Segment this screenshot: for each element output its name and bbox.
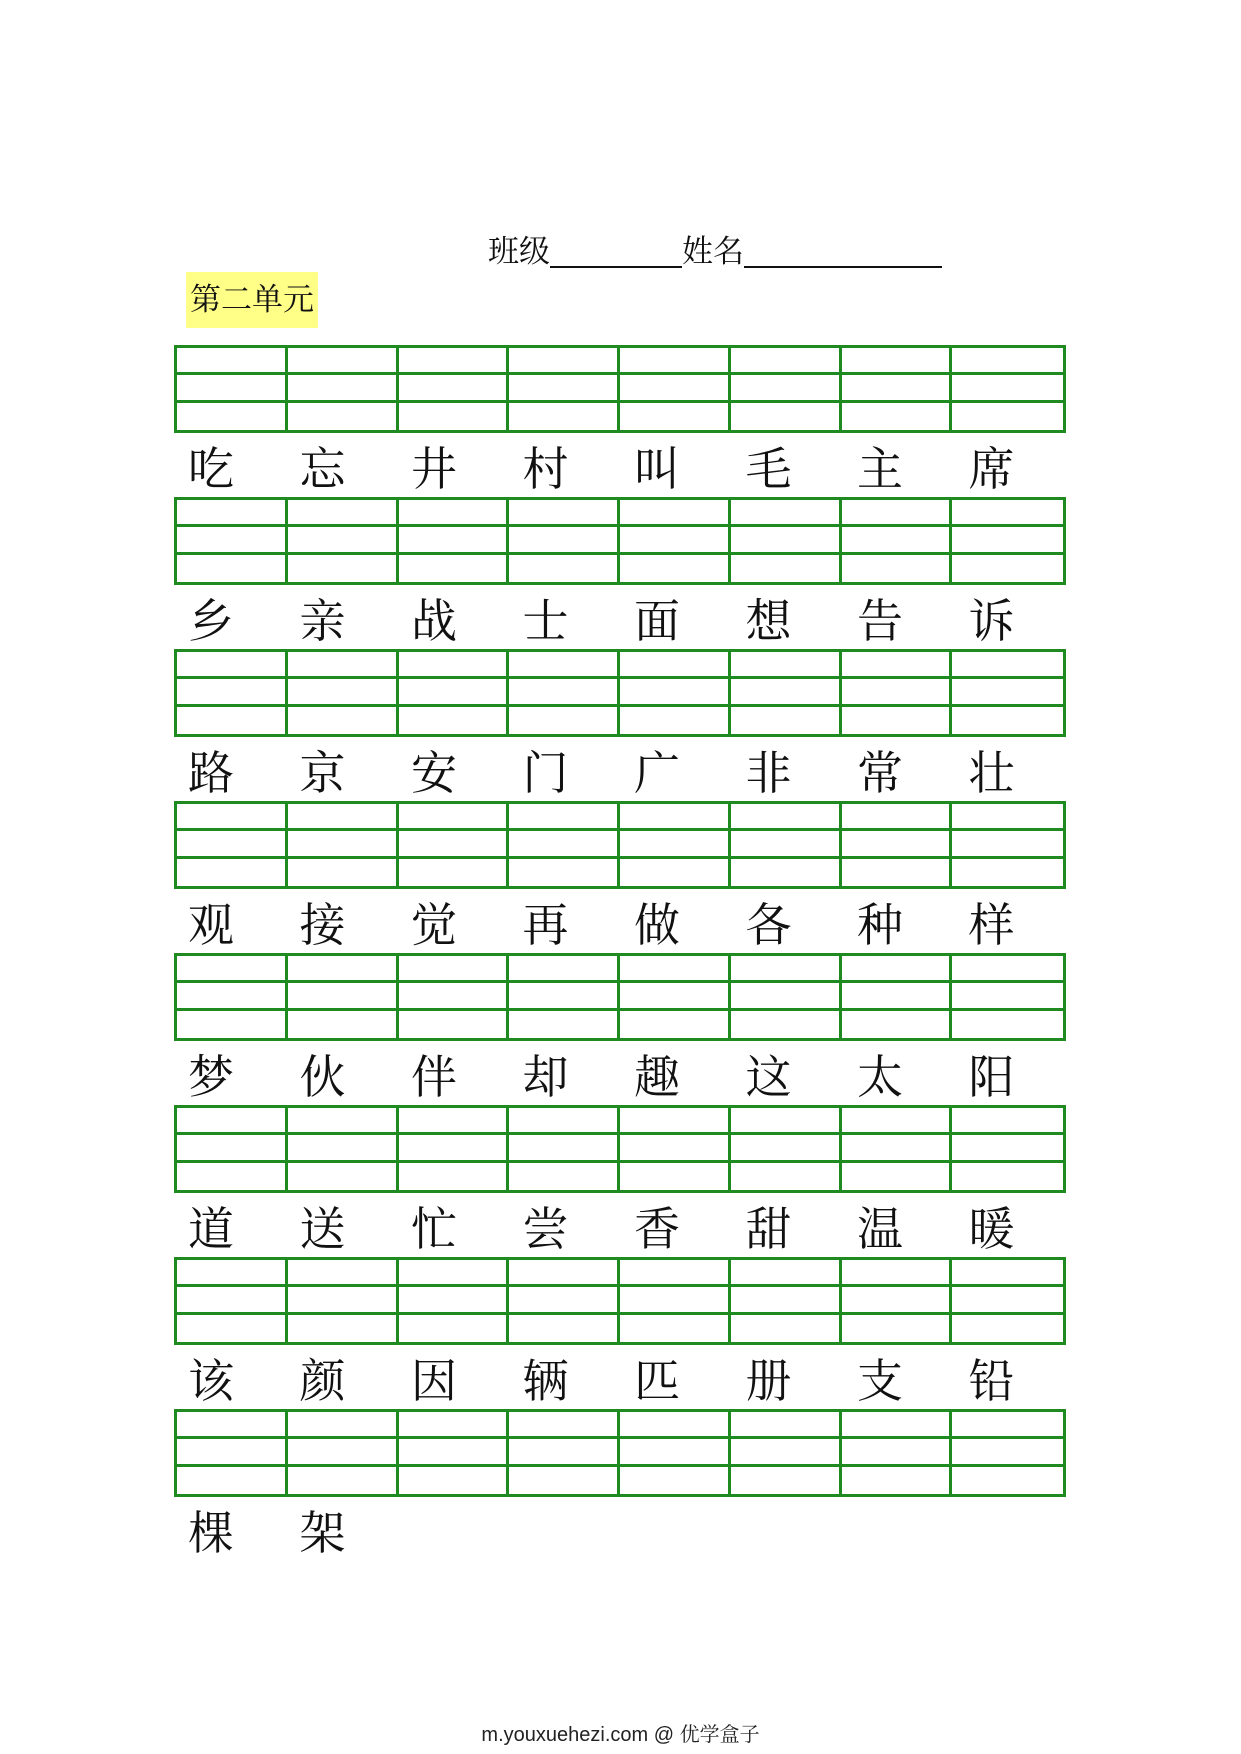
grid-cell[interactable] [952,1467,1063,1494]
grid-cell[interactable] [842,1108,953,1135]
grid-cell[interactable] [842,859,953,886]
grid-cell[interactable] [842,679,953,706]
grid-cell[interactable] [952,831,1063,858]
grid-cell[interactable] [731,1412,842,1439]
grid-cell[interactable] [509,1163,620,1190]
grid-cell[interactable] [952,679,1063,706]
grid-cell[interactable] [842,403,953,430]
grid-cell[interactable] [952,375,1063,402]
grid-cell[interactable] [731,1467,842,1494]
grid-cell[interactable] [952,1135,1063,1162]
grid-cell[interactable] [731,1287,842,1314]
grid-cell[interactable] [288,1412,399,1439]
character: 安 [411,746,457,800]
character: 壮 [968,746,1015,800]
grid-cell[interactable] [177,375,288,402]
grid-cell[interactable] [177,500,288,527]
grid-cell[interactable] [842,348,953,375]
grid-cell[interactable] [731,348,842,375]
character: 再 [522,898,569,952]
grid-cell[interactable] [399,679,510,706]
grid-cell[interactable] [952,500,1063,527]
grid-cell[interactable] [288,348,399,375]
character: 道 [188,1202,234,1256]
character: 忙 [411,1202,457,1256]
grid-cell[interactable] [509,1135,620,1162]
grid-cell[interactable] [177,1439,288,1466]
character: 这 [745,1050,792,1104]
grid-cell[interactable] [952,956,1063,983]
grid-cell[interactable] [620,500,731,527]
character: 主 [857,442,903,496]
grid-cell[interactable] [620,375,731,402]
writing-grid[interactable] [174,345,1066,433]
character: 接 [299,898,346,952]
grid-cell[interactable] [952,652,1063,679]
grid-cell[interactable] [509,348,620,375]
practice-section [174,1409,1066,1565]
grid-cell[interactable] [842,956,953,983]
grid-cell[interactable] [288,1439,399,1466]
grid-cell[interactable] [509,679,620,706]
grid-cell[interactable] [620,1287,731,1314]
grid-cell[interactable] [177,1108,288,1135]
grid-cell[interactable] [842,1467,953,1494]
character: 常 [857,746,903,800]
grid-cell[interactable] [731,1135,842,1162]
character: 忘 [299,442,346,496]
grid-cell[interactable] [288,679,399,706]
practice-section [174,801,1066,957]
grid-cell[interactable] [620,1439,731,1466]
grid-cell[interactable] [952,1260,1063,1287]
grid-cell[interactable] [399,1315,510,1342]
character: 温 [857,1202,903,1256]
grid-cell[interactable] [952,555,1063,582]
grid-cell[interactable] [952,1412,1063,1439]
grid-cell[interactable] [399,983,510,1010]
character: 席 [968,442,1015,496]
grid-cell[interactable] [509,1439,620,1466]
grid-cell[interactable] [842,555,953,582]
character: 送 [299,1202,346,1256]
grid-cell[interactable] [620,348,731,375]
grid-cell[interactable] [177,679,288,706]
grid-cell[interactable] [177,1287,288,1314]
grid-cell[interactable] [509,652,620,679]
character: 太 [857,1050,903,1104]
grid-cell[interactable] [731,1163,842,1190]
grid-cell[interactable] [399,527,510,554]
practice-section [174,345,1066,501]
grid-cell[interactable] [399,831,510,858]
grid-cell[interactable] [399,707,510,734]
footer: m.youxuehezi.com @ 优学盒子 [481,1724,760,1746]
practice-section [174,1257,1066,1413]
grid-cell[interactable] [399,1260,510,1287]
grid-cell[interactable] [620,1011,731,1038]
grid-cell[interactable] [399,375,510,402]
grid-cell[interactable] [620,1163,731,1190]
character: 架 [299,1506,346,1560]
grid-cell[interactable] [399,555,510,582]
grid-cell[interactable] [731,679,842,706]
grid-cell[interactable] [509,1315,620,1342]
grid-cell[interactable] [952,859,1063,886]
grid-cell[interactable] [620,707,731,734]
name-blank[interactable] [744,236,942,268]
character: 做 [634,898,680,952]
grid-cell[interactable] [731,1439,842,1466]
grid-cell[interactable] [288,527,399,554]
character: 趣 [634,1050,680,1104]
character: 却 [522,1050,569,1104]
grid-cell[interactable] [731,1315,842,1342]
grid-cell[interactable] [288,1315,399,1342]
grid-cell[interactable] [731,831,842,858]
grid-cell[interactable] [842,804,953,831]
practice-section [174,497,1066,653]
grid-cell[interactable] [509,804,620,831]
grid-cell[interactable] [620,956,731,983]
grid-cell[interactable] [399,1011,510,1038]
grid-cell[interactable] [620,1108,731,1135]
grid-cell[interactable] [842,983,953,1010]
grid-cell[interactable] [288,555,399,582]
grid-cell[interactable] [842,1315,953,1342]
grid-cell[interactable] [842,1011,953,1038]
grid-cell[interactable] [177,527,288,554]
grid-cell[interactable] [177,1467,288,1494]
grid-cell[interactable] [509,983,620,1010]
grid-cell[interactable] [399,804,510,831]
character: 路 [188,746,234,800]
grid-cell[interactable] [288,1163,399,1190]
character: 亲 [299,594,346,648]
grid-cell[interactable] [952,1439,1063,1466]
grid-cell[interactable] [177,1011,288,1038]
grid-cell[interactable] [509,831,620,858]
character: 棵 [188,1506,234,1560]
grid-cell[interactable] [288,707,399,734]
grid-cell[interactable] [288,403,399,430]
character: 士 [522,594,569,648]
character: 该 [188,1354,234,1408]
grid-cell[interactable] [842,1412,953,1439]
writing-grid[interactable] [174,497,1066,585]
grid-cell[interactable] [842,375,953,402]
grid-cell[interactable] [620,555,731,582]
grid-cell[interactable] [620,652,731,679]
grid-cell[interactable] [177,707,288,734]
character: 伙 [299,1050,346,1104]
character: 尝 [522,1202,569,1256]
grid-cell[interactable] [952,1315,1063,1342]
character-row [174,1197,1066,1261]
character-row [174,437,1066,501]
grid-cell[interactable] [620,804,731,831]
grid-cell[interactable] [509,1108,620,1135]
character: 种 [857,898,903,952]
character: 非 [745,746,792,800]
grid-cell[interactable] [731,375,842,402]
grid-cell[interactable] [399,500,510,527]
grid-cell[interactable] [620,1260,731,1287]
unit-title: 第二单元 [186,272,318,328]
grid-cell[interactable] [731,956,842,983]
character-row [174,1349,1066,1413]
grid-cell[interactable] [399,1439,510,1466]
character: 伴 [411,1050,457,1104]
character: 乡 [188,594,234,648]
grid-cell[interactable] [177,1163,288,1190]
grid-cell[interactable] [177,1135,288,1162]
character: 井 [411,442,457,496]
grid-cell[interactable] [509,555,620,582]
grid-cell[interactable] [952,1108,1063,1135]
writing-grid[interactable] [174,801,1066,889]
grid-cell[interactable] [399,1287,510,1314]
character: 告 [857,594,903,648]
character: 辆 [522,1354,569,1408]
writing-grid[interactable] [174,1409,1066,1497]
character: 暖 [968,1202,1015,1256]
grid-cell[interactable] [952,1163,1063,1190]
grid-cell[interactable] [399,652,510,679]
grid-cell[interactable] [509,375,620,402]
character: 广 [634,746,680,800]
grid-cell[interactable] [177,956,288,983]
character: 京 [299,746,346,800]
grid-cell[interactable] [177,859,288,886]
grid-cell[interactable] [177,652,288,679]
grid-cell[interactable] [842,707,953,734]
grid-cell[interactable] [399,403,510,430]
grid-cell[interactable] [731,403,842,430]
character: 铅 [968,1354,1015,1408]
grid-cell[interactable] [288,375,399,402]
character: 观 [188,898,234,952]
character: 甜 [745,1202,792,1256]
practice-section [174,953,1066,1109]
grid-cell[interactable] [509,1467,620,1494]
writing-grid[interactable] [174,1257,1066,1345]
character: 门 [522,746,569,800]
character: 册 [745,1354,792,1408]
grid-cell[interactable] [509,707,620,734]
grid-cell[interactable] [288,1260,399,1287]
character: 香 [634,1202,680,1256]
character-row [174,1045,1066,1109]
grid-cell[interactable] [842,1163,953,1190]
grid-cell[interactable] [288,1108,399,1135]
grid-cell[interactable] [731,652,842,679]
character: 觉 [411,898,457,952]
grid-cell[interactable] [288,500,399,527]
practice-section [174,1105,1066,1261]
class-label: 班级 [488,234,550,270]
character: 战 [411,594,457,648]
grid-cell[interactable] [952,707,1063,734]
grid-cell[interactable] [509,956,620,983]
grid-cell[interactable] [620,403,731,430]
grid-cell[interactable] [399,859,510,886]
grid-cell[interactable] [177,1315,288,1342]
character-row [174,1501,1066,1565]
grid-cell[interactable] [620,1412,731,1439]
grid-cell[interactable] [509,403,620,430]
grid-cell[interactable] [731,500,842,527]
grid-cell[interactable] [509,1412,620,1439]
header [488,228,942,268]
grid-cell[interactable] [288,1011,399,1038]
grid-cell[interactable] [952,527,1063,554]
grid-cell[interactable] [731,555,842,582]
grid-cell[interactable] [399,1135,510,1162]
character-row [174,741,1066,805]
grid-cell[interactable] [620,1315,731,1342]
grid-cell[interactable] [288,804,399,831]
practice-section [174,649,1066,805]
grid-cell[interactable] [288,1287,399,1314]
grid-cell[interactable] [620,527,731,554]
writing-grid[interactable] [174,953,1066,1041]
character: 叫 [634,442,680,496]
grid-cell[interactable] [509,859,620,886]
grid-cell[interactable] [952,983,1063,1010]
grid-cell[interactable] [952,1287,1063,1314]
grid-cell[interactable] [288,983,399,1010]
character: 支 [857,1354,903,1408]
grid-cell[interactable] [177,348,288,375]
grid-cell[interactable] [399,956,510,983]
grid-cell[interactable] [620,983,731,1010]
grid-cell[interactable] [288,956,399,983]
character: 颜 [299,1354,346,1408]
grid-cell[interactable] [731,707,842,734]
character: 面 [634,594,680,648]
grid-cell[interactable] [288,652,399,679]
grid-cell[interactable] [177,1260,288,1287]
writing-grid[interactable] [174,649,1066,737]
grid-cell[interactable] [509,1260,620,1287]
grid-cell[interactable] [399,1108,510,1135]
grid-cell[interactable] [288,1467,399,1494]
character: 毛 [745,442,792,496]
grid-cell[interactable] [177,555,288,582]
grid-cell[interactable] [177,983,288,1010]
grid-cell[interactable] [842,1439,953,1466]
grid-cell[interactable] [731,804,842,831]
grid-cell[interactable] [842,831,953,858]
grid-cell[interactable] [509,1011,620,1038]
grid-cell[interactable] [177,403,288,430]
grid-cell[interactable] [731,983,842,1010]
grid-cell[interactable] [177,804,288,831]
grid-cell[interactable] [952,1011,1063,1038]
class-blank[interactable] [550,236,682,268]
grid-cell[interactable] [177,831,288,858]
grid-cell[interactable] [731,1260,842,1287]
grid-cell[interactable] [399,1412,510,1439]
grid-cell[interactable] [842,1135,953,1162]
character: 村 [522,442,569,496]
grid-cell[interactable] [620,679,731,706]
name-label: 姓名 [682,234,744,270]
grid-cell[interactable] [399,1163,510,1190]
character: 因 [411,1354,457,1408]
grid-cell[interactable] [731,859,842,886]
grid-cell[interactable] [731,527,842,554]
grid-cell[interactable] [288,859,399,886]
character: 想 [745,594,792,648]
grid-cell[interactable] [620,1135,731,1162]
grid-cell[interactable] [842,500,953,527]
character: 各 [745,898,792,952]
character: 阳 [968,1050,1015,1104]
character: 梦 [188,1050,234,1104]
grid-cell[interactable] [842,527,953,554]
character-row [174,589,1066,653]
character: 样 [968,898,1015,952]
character: 诉 [968,594,1015,648]
character: 吃 [188,442,234,496]
character: 匹 [634,1354,680,1408]
grid-cell[interactable] [399,348,510,375]
grid-cell[interactable] [177,1412,288,1439]
grid-cell[interactable] [620,1467,731,1494]
grid-cell[interactable] [952,804,1063,831]
grid-cell[interactable] [842,1287,953,1314]
grid-cell[interactable] [620,859,731,886]
grid-cell[interactable] [509,500,620,527]
character-row [174,893,1066,957]
grid-cell[interactable] [399,1467,510,1494]
grid-cell[interactable] [731,1108,842,1135]
writing-grid[interactable] [174,1105,1066,1193]
grid-cell[interactable] [842,652,953,679]
grid-cell[interactable] [731,1011,842,1038]
grid-cell[interactable] [952,348,1063,375]
grid-cell[interactable] [509,527,620,554]
grid-cell[interactable] [509,1287,620,1314]
grid-cell[interactable] [288,1135,399,1162]
grid-cell[interactable] [620,831,731,858]
grid-cell[interactable] [842,1260,953,1287]
grid-cell[interactable] [952,403,1063,430]
grid-cell[interactable] [288,831,399,858]
